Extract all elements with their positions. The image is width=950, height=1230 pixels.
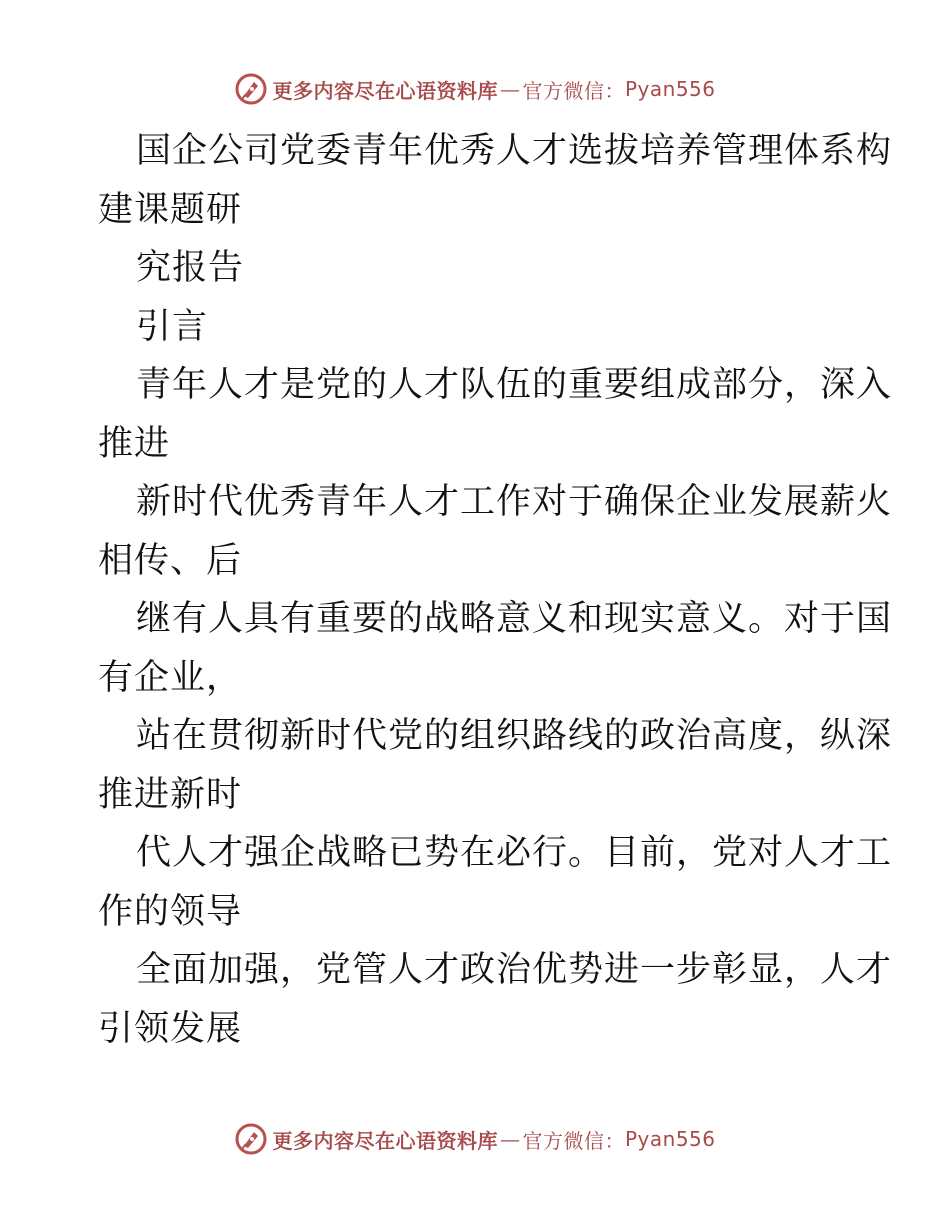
text-line: 引言 [136,306,209,347]
footer-banner [0,1122,950,1156]
text-line: 青年人才是党的人才队伍的重要组成部分，深入 [136,365,893,405]
text-line: 作的领导 [98,891,243,932]
banner-brand-text: 更多内容尽在心语资料库 [272,1128,498,1153]
banner-wechat-id: Pyan556 [624,1127,716,1151]
text-line: 有企业， [98,657,243,698]
text-line: 国企公司党委青年优秀人才选拔培养管理体系构 [136,131,893,171]
banner-wechat-label: 官方微信： [522,1128,625,1153]
pen-nib-icon [234,1122,268,1156]
document-body [98,122,893,1058]
banner-separator: — [499,1127,521,1151]
text-line: 推进 [98,423,171,464]
text-line: 继有人具有重要的战略意义和现实意义。对于国 [136,599,893,639]
banner-wechat-label: 官方微信： [522,78,625,103]
banner-separator: — [499,77,521,101]
text-line: 相传、后 [98,540,243,581]
text-line: 代人才强企战略已势在必行。目前，党对人才工 [136,833,893,873]
text-line: 引领发展 [98,1008,243,1049]
header-banner [0,72,950,106]
pen-nib-icon [234,72,268,106]
text-line: 推进新时 [98,774,243,815]
text-line: 究报告 [136,248,245,288]
banner-wechat-id: Pyan556 [624,77,716,101]
text-line: 站在贯彻新时代党的组织路线的政治高度，纵深 [136,716,893,756]
text-line: 全面加强，党管人才政治优势进一步彰显，人才 [136,950,893,990]
text-line: 建课题研 [98,189,243,230]
banner-brand-text: 更多内容尽在心语资料库 [272,78,498,103]
text-line: 新时代优秀青年人才工作对于确保企业发展薪火 [136,482,893,522]
